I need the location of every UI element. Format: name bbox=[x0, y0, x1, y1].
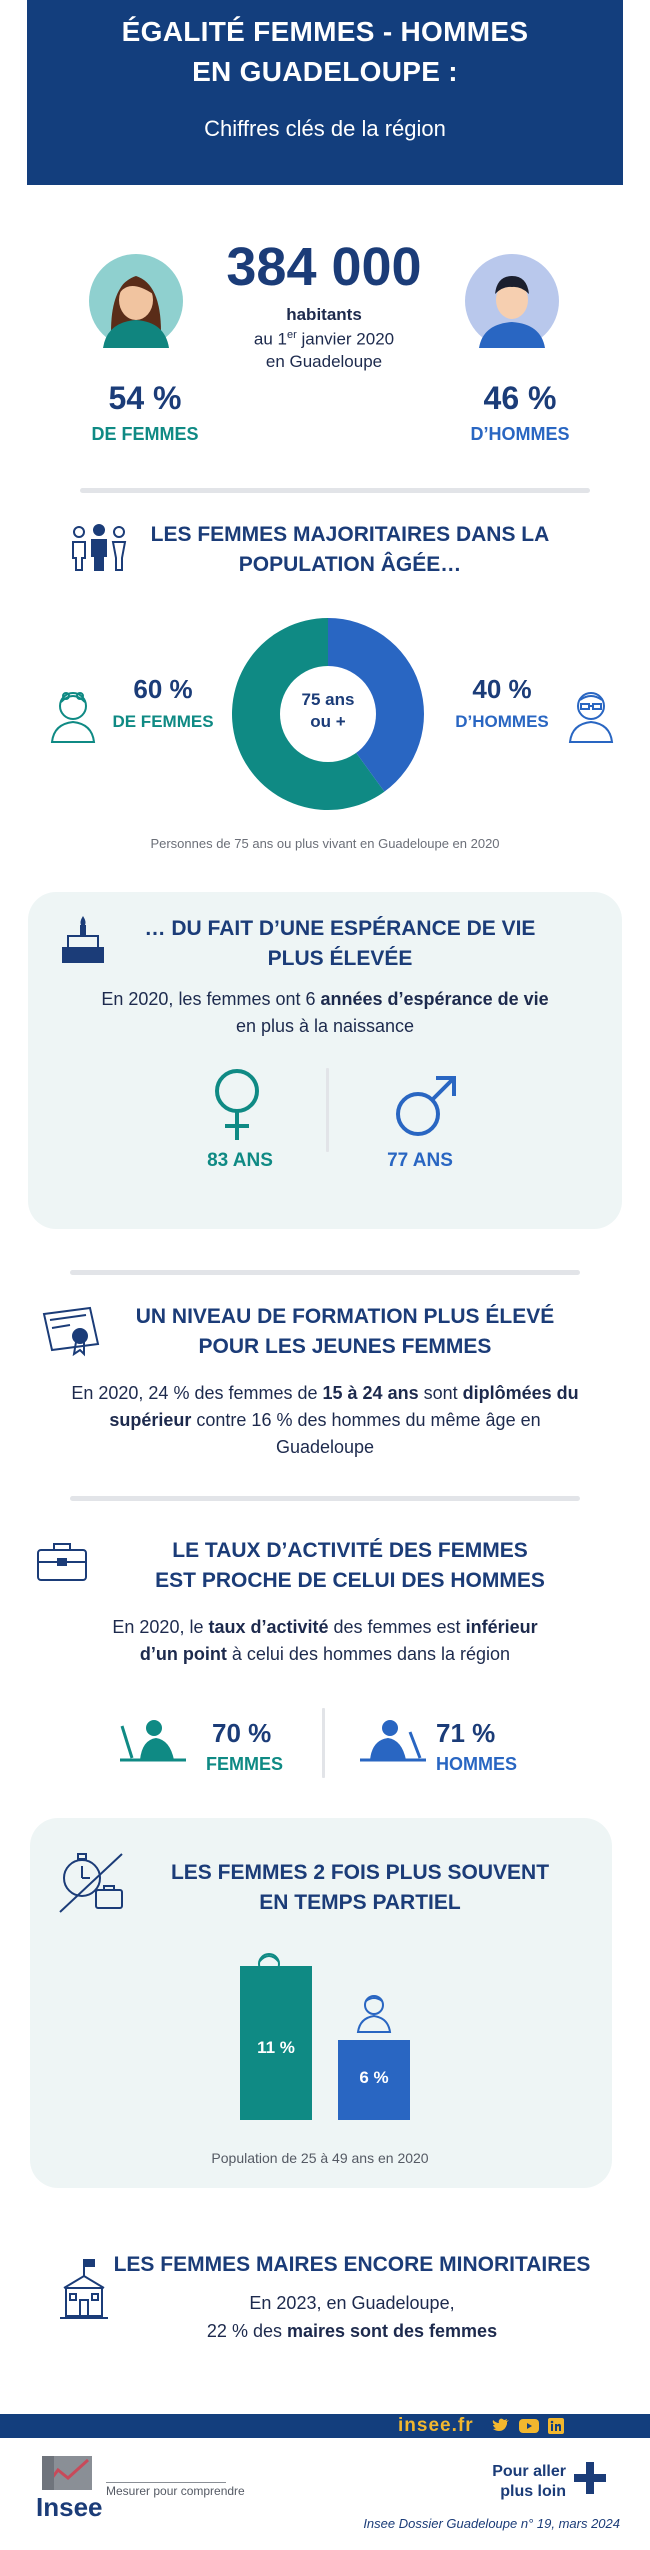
education-title-line2: POUR LES JEUNES FEMMES bbox=[198, 1335, 492, 1358]
elderly-man-icon bbox=[566, 688, 616, 744]
woman-avatar-icon bbox=[89, 254, 183, 348]
header-banner bbox=[27, 0, 623, 185]
mayors-text-line2: 22 % des maires sont des femmes bbox=[206, 2321, 498, 2341]
men-share-label: D’HOMMES bbox=[470, 424, 570, 444]
population-label: habitants bbox=[286, 305, 362, 324]
parttime-caption: Population de 25 à 49 ans en 2020 bbox=[211, 2150, 429, 2166]
more-info-line1[interactable]: Pour aller bbox=[492, 2463, 566, 2480]
life-text-line1: En 2020, les femmes ont 6 années d’espérance de vie bbox=[101, 989, 549, 1009]
activity-title-line2: EST PROCHE DE CELUI DES HOMMES bbox=[155, 1569, 545, 1592]
donut-center-line1: 75 ans bbox=[301, 690, 355, 709]
more-info-line2[interactable]: plus loin bbox=[500, 2483, 566, 2500]
life-vertical-divider bbox=[326, 1068, 329, 1152]
female-symbol-icon bbox=[212, 1068, 262, 1142]
life-text-line2: en plus à la naissance bbox=[235, 1016, 415, 1036]
header-subtitle: Chiffres clés de la région bbox=[204, 116, 446, 141]
insee-brand: Insee bbox=[36, 2492, 103, 2522]
women-activity-label: FEMMES bbox=[206, 1754, 284, 1774]
population-value: 384 000 bbox=[226, 237, 422, 297]
women-share-value: 54 % bbox=[108, 380, 182, 416]
section-divider bbox=[80, 488, 590, 493]
activity-title-line1: LE TAUX D’ACTIVITÉ DES FEMMES bbox=[172, 1539, 528, 1562]
activity-text-line1: En 2020, le taux d’activité des femmes est inférieur bbox=[112, 1617, 538, 1637]
elderly-men-label: D’HOMMES bbox=[455, 712, 549, 731]
woman-at-computer-icon bbox=[118, 1718, 188, 1766]
diploma-icon bbox=[40, 1304, 104, 1358]
family-group-icon bbox=[70, 522, 128, 572]
tagline-rule bbox=[106, 2482, 226, 2483]
men-share-value: 46 % bbox=[483, 380, 557, 416]
women-life-expectancy: 83 ANS bbox=[207, 1150, 273, 1171]
life-title-line1: … DU FAIT D’UNE ESPÉRANCE DE VIE bbox=[144, 917, 536, 940]
plus-icon[interactable] bbox=[574, 2462, 606, 2494]
men-activity-value: 71 % bbox=[436, 1718, 496, 1748]
publication-reference: Insee Dossier Guadeloupe n° 19, mars 2024 bbox=[363, 2516, 620, 2531]
education-title-line1: UN NIVEAU DE FORMATION PLUS ÉLEVÉ bbox=[135, 1305, 555, 1328]
women-activity-value: 70 % bbox=[212, 1718, 272, 1748]
header-title-line2: EN GUADELOUPE : bbox=[192, 56, 458, 87]
insee-logo-icon bbox=[36, 2456, 98, 2492]
population-date: au 1er janvier 2020 bbox=[253, 329, 395, 349]
insee-tagline: Mesurer pour comprendre bbox=[106, 2484, 245, 2498]
birthday-cake-icon bbox=[60, 916, 106, 966]
elderly-men-value: 40 % bbox=[472, 674, 532, 704]
men-activity-label: HOMMES bbox=[436, 1754, 517, 1774]
section-divider bbox=[70, 1496, 580, 1501]
man-avatar-icon bbox=[465, 254, 559, 348]
twitter-icon[interactable] bbox=[492, 2418, 510, 2434]
education-text-line3: Guadeloupe bbox=[275, 1437, 375, 1457]
elderly-women-label: DE FEMMES bbox=[112, 712, 214, 731]
activity-text-line2: d’un point à celui des hommes dans la région bbox=[139, 1644, 511, 1664]
elderly-caption: Personnes de 75 ans ou plus vivant en Guadeloupe en 2020 bbox=[150, 836, 500, 851]
town-hall-icon bbox=[58, 2258, 110, 2320]
parttime-bar-chart bbox=[240, 1950, 400, 2120]
elderly-title-line1: LES FEMMES MAJORITAIRES DANS LA bbox=[150, 523, 550, 546]
education-text-line2: supérieur contre 16 % des hommes du même âge en bbox=[109, 1410, 541, 1430]
insee-site-link[interactable]: insee.fr bbox=[398, 2415, 474, 2436]
parttime-title-line2: EN TEMPS PARTIEL bbox=[259, 1891, 461, 1914]
mayors-text-line1: En 2023, en Guadeloupe, bbox=[249, 2293, 455, 2313]
activity-vertical-divider bbox=[322, 1708, 325, 1778]
man-at-computer-icon bbox=[358, 1718, 428, 1766]
donut-center-line2: ou + bbox=[310, 712, 346, 731]
mayors-title: LES FEMMES MAIRES ENCORE MINORITAIRES bbox=[113, 2253, 591, 2276]
section-divider bbox=[70, 1270, 580, 1275]
male-symbol-icon bbox=[394, 1074, 458, 1138]
life-title-line2: PLUS ÉLEVÉE bbox=[267, 947, 413, 970]
population-place: en Guadeloupe bbox=[265, 352, 383, 371]
elderly-title-line2: POPULATION ÂGÉE… bbox=[238, 553, 462, 576]
linkedin-icon[interactable] bbox=[548, 2418, 564, 2434]
men-life-expectancy: 77 ANS bbox=[387, 1150, 453, 1171]
parttime-title-line1: LES FEMMES 2 FOIS PLUS SOUVENT bbox=[170, 1861, 550, 1884]
header-title-line1: ÉGALITÉ FEMMES - HOMMES bbox=[121, 16, 529, 47]
bar-women-label: 11 % bbox=[257, 2038, 295, 2057]
elderly-woman-icon bbox=[48, 688, 98, 744]
briefcase-icon bbox=[36, 1540, 88, 1582]
stopwatch-briefcase-icon bbox=[56, 1850, 126, 1916]
education-text-line1: En 2020, 24 % des femmes de 15 à 24 ans sont diplômées du bbox=[71, 1383, 579, 1403]
elderly-women-value: 60 % bbox=[133, 674, 193, 704]
women-share-label: DE FEMMES bbox=[91, 424, 199, 444]
bar-men-label: 6 % bbox=[359, 2068, 389, 2087]
youtube-icon[interactable] bbox=[519, 2418, 539, 2434]
